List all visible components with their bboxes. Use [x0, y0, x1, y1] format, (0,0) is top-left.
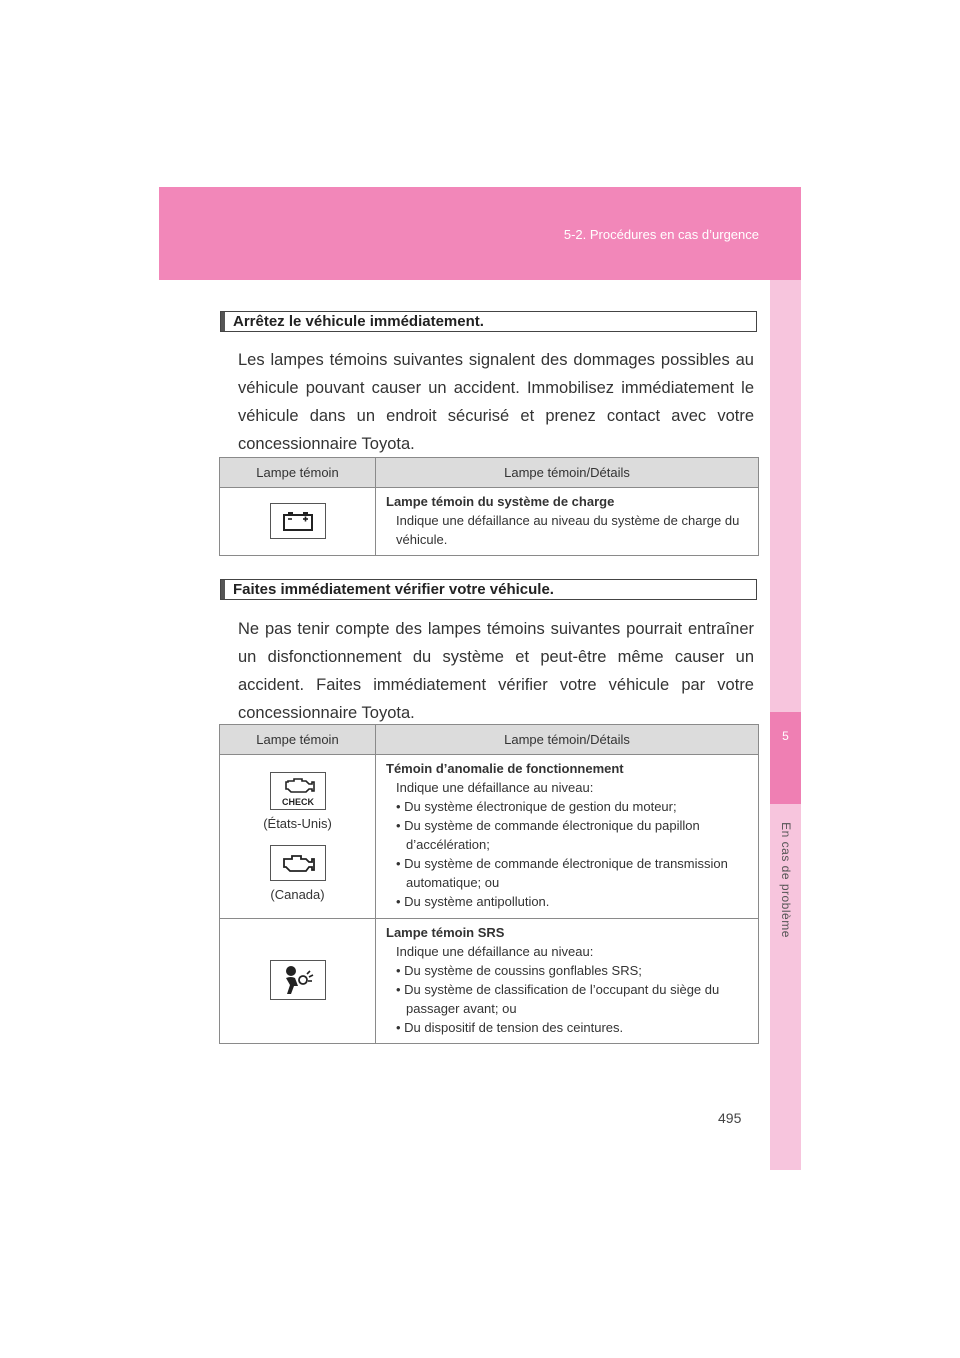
table1-header-details: Lampe témoin/Détails	[376, 458, 759, 488]
list-item: • Du système de commande électronique de transmission automatique; ou	[396, 856, 728, 890]
table2-icon-cell-2	[220, 919, 376, 1044]
usa-label: (États-Unis)	[263, 815, 332, 831]
canada-label: (Canada)	[270, 886, 325, 902]
chapter-number: 5	[782, 729, 789, 743]
section-title: 5-2. Procédures en cas d’urgence	[563, 227, 759, 242]
malfunction-lamp-title: Témoin d’anomalie de fonctionnement	[386, 761, 624, 776]
table2-details-cell-2	[376, 919, 759, 1044]
header-band	[159, 187, 801, 280]
chapter-label	[770, 812, 801, 947]
section2-heading: Faites immédiatement vérifier votre véhicule.	[220, 579, 757, 600]
table2-icon-cell-1	[220, 755, 376, 919]
table2-header-details: Lampe témoin/Détails	[376, 725, 759, 755]
chapter-tab	[770, 712, 801, 804]
lamp-table-1	[219, 457, 759, 556]
srs-lamp-title: Lampe témoin SRS	[386, 925, 505, 940]
page-number: 495	[718, 1110, 742, 1126]
list-item: • Du dispositif de tension des ceintures.	[396, 1020, 624, 1035]
section2-paragraph: Ne pas tenir compte des lampes témoins suivantes pourrait entraîner un disfonctionnement du système et peut-être même causer un accident. Faites immédiatement vérifier votre véhicule par votre concessionnaire Toyota.	[238, 620, 754, 722]
table1-icon-cell	[220, 488, 376, 556]
list-item: • Du système électronique de gestion du moteur;	[396, 799, 677, 814]
malfunction-lamp-desc: Indique une défaillance au niveau:	[396, 780, 594, 795]
check-engine-icon	[270, 772, 326, 810]
charge-lamp-desc: Indique une défaillance au niveau du système de charge du véhicule.	[396, 513, 740, 547]
list-item: • Du système antipollution.	[396, 894, 550, 909]
lamp-table-2	[219, 724, 759, 1044]
engine-icon	[270, 845, 326, 881]
table1-details-cell	[376, 488, 759, 556]
list-item: • Du système de classification de l’occupant du siège du passager avant; ou	[396, 982, 720, 1016]
list-item: • Du système de coussins gonflables SRS;	[396, 963, 642, 978]
table2-header-lamp: Lampe témoin	[220, 725, 376, 755]
battery-charge-icon	[270, 503, 326, 539]
table2-details-cell-1	[376, 755, 759, 919]
srs-lamp-desc: Indique une défaillance au niveau:	[396, 944, 594, 959]
section1-heading: Arrêtez le véhicule immédiatement.	[220, 311, 757, 332]
srs-airbag-icon	[270, 960, 326, 1000]
list-item: • Du système de commande électronique du papillon d’accélération;	[396, 818, 700, 852]
charge-lamp-title: Lampe témoin du système de charge	[386, 494, 615, 509]
section1-paragraph: Les lampes témoins suivantes signalent des dommages possibles au véhicule pouvant causer un accident. Immobilisez immédiatement le véhicule dans un endroit sécurisé et prenez contact avec votre concessionnaire Toyota.	[238, 351, 754, 453]
table1-header-lamp: Lampe témoin	[220, 458, 376, 488]
check-label: CHECK	[281, 796, 314, 807]
chapter-title: En cas de problème	[778, 821, 793, 938]
